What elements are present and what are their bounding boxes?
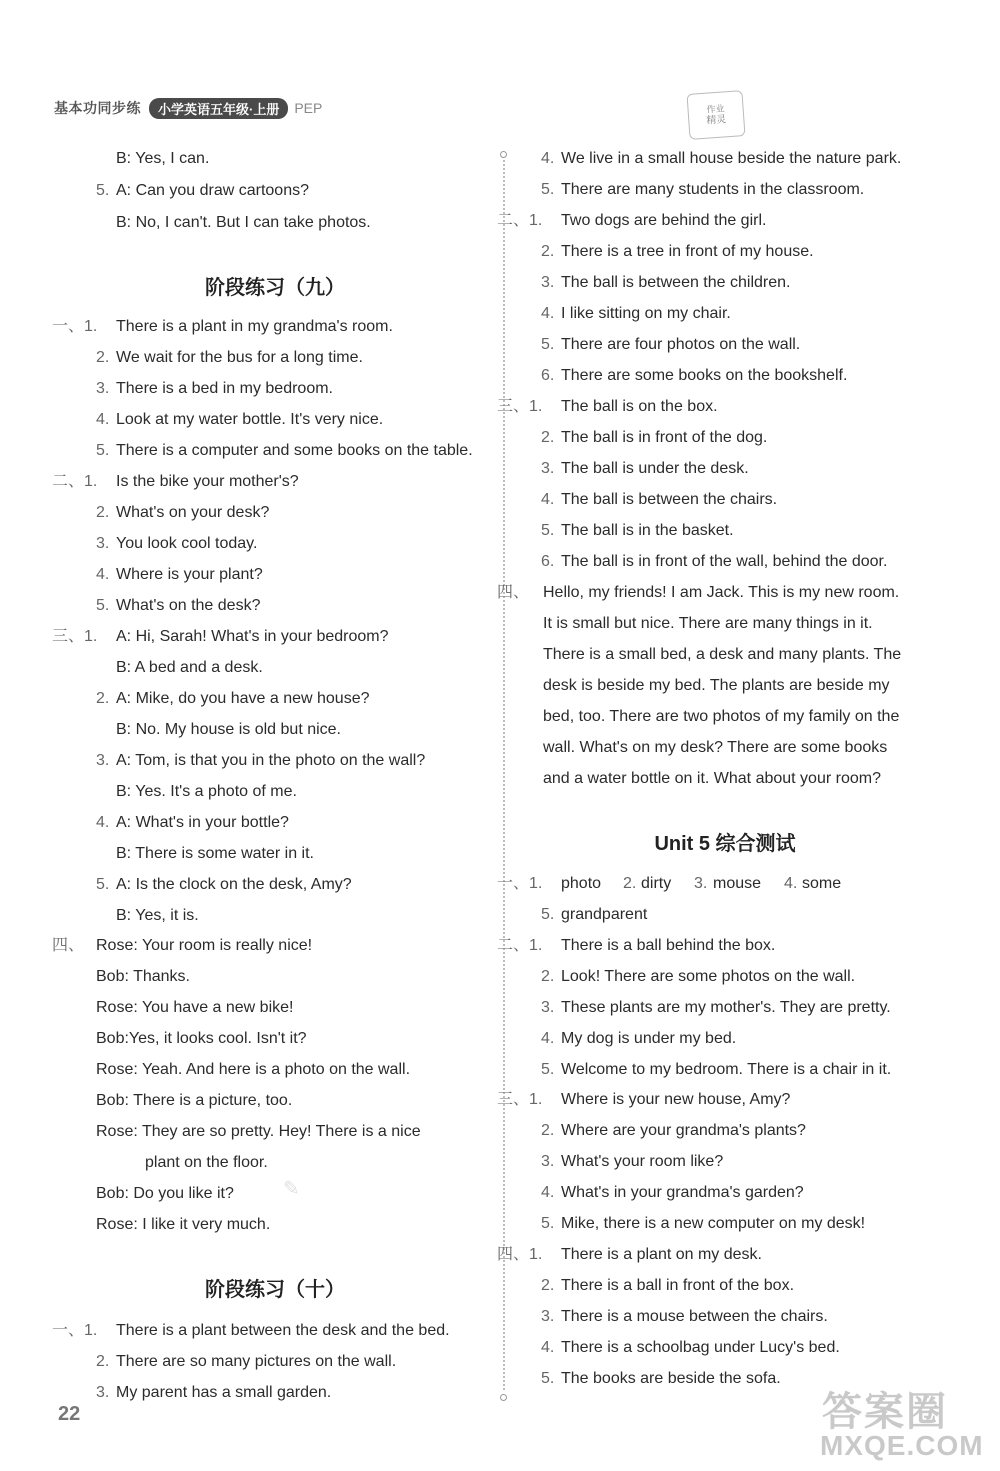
answer-text: We wait for the bus for a long time.	[116, 349, 363, 366]
answer-text: There is a ball in front of the box.	[561, 1277, 795, 1294]
item-number: 2.	[541, 968, 555, 985]
item-number: 一、1.	[497, 875, 543, 892]
answer-text: Mike, there is a new computer on my desk!	[561, 1215, 866, 1232]
answer-text: The ball is on the box.	[561, 398, 718, 415]
item-number: 三、1.	[497, 398, 543, 415]
answer-text: B: No, I can't. But I can take photos.	[116, 214, 371, 231]
answer-text: Bob:Yes, it looks cool. Isn't it?	[96, 1030, 307, 1047]
answer-text: Rose: You have a new bike!	[96, 999, 294, 1016]
answer-text: I like sitting on my chair.	[561, 305, 731, 322]
answer-text: Look! There are some photos on the wall.	[561, 968, 856, 985]
answer-text: What's in your grandma's garden?	[561, 1184, 804, 1201]
item-number: 4.	[96, 814, 110, 831]
watermark-line-1: 答案圈	[822, 1390, 948, 1434]
item-number: 四、	[497, 584, 530, 601]
item-number: 2.	[541, 1122, 555, 1139]
item-number: 6.	[541, 553, 555, 570]
item-number: 3.	[541, 274, 555, 291]
logo-stamp	[686, 90, 745, 140]
item-number: 5.	[541, 336, 555, 353]
divider-dot-top	[500, 151, 507, 158]
answer-text: There are four photos on the wall.	[561, 336, 801, 353]
answer-text: A: Is the clock on the desk, Amy?	[116, 876, 352, 893]
answer-text: B: Yes. It's a photo of me.	[116, 783, 297, 800]
item-number: 4.	[784, 875, 798, 892]
series-title: 基本功同步练	[54, 100, 141, 116]
item-number: 5.	[96, 597, 110, 614]
answer-text: desk is beside my bed. The plants are beside my	[543, 677, 890, 694]
answer-text: There is a mouse between the chairs.	[561, 1308, 828, 1325]
answer-text: Bob: There is a picture, too.	[96, 1092, 293, 1109]
item-number: 4.	[541, 1339, 555, 1356]
answer-text: The ball is in front of the dog.	[561, 429, 768, 446]
item-number: 2.	[623, 875, 637, 892]
answer-text: Rose: Your room is really nice!	[96, 937, 313, 954]
item-number: 3.	[541, 1308, 555, 1325]
answer-text: A: Can you draw cartoons?	[116, 182, 309, 199]
answer-text: The ball is between the children.	[561, 274, 791, 291]
answer-text: What's on the desk?	[116, 597, 261, 614]
section-title-10: 阶段练习（十）	[205, 1279, 345, 1301]
item-number: 4.	[541, 491, 555, 508]
item-number: 3.	[96, 1384, 110, 1401]
answer-text: A: Tom, is that you in the photo on the wall?	[116, 752, 426, 769]
answer-text: Bob: Do you like it?	[96, 1185, 234, 1202]
answer-text: What's your room like?	[561, 1153, 724, 1170]
answer-text: Hello, my friends! I am Jack. This is my new room.	[543, 584, 900, 601]
item-number: 一、1.	[52, 318, 98, 335]
item-number: 4.	[541, 1030, 555, 1047]
item-number: 二、1.	[497, 937, 543, 954]
answer-text: dirty	[641, 875, 672, 892]
answer-text: Two dogs are behind the girl.	[561, 212, 767, 229]
answer-text: B: A bed and a desk.	[116, 659, 263, 676]
answer-text: Is the bike your mother's?	[116, 473, 299, 490]
answer-text: There are many students in the classroom.	[561, 181, 865, 198]
answer-text: mouse	[713, 875, 762, 892]
edition-label: PEP	[294, 100, 323, 116]
answer-text: bed, too. There are two photos of my family on the	[543, 708, 900, 725]
answer-text: There is a plant in my grandma's room.	[116, 318, 393, 335]
answer-text: Where is your plant?	[116, 566, 263, 583]
item-number: 2.	[96, 690, 110, 707]
item-number: 2.	[541, 243, 555, 260]
answer-text: A: What's in your bottle?	[116, 814, 289, 831]
item-number: 一、1.	[52, 1322, 98, 1339]
answer-text: grandparent	[561, 906, 648, 923]
site-watermark	[820, 1380, 1000, 1470]
item-number: 3.	[541, 1153, 555, 1170]
answer-text: These plants are my mother's. They are pretty.	[561, 999, 891, 1016]
item-number: 2.	[96, 504, 110, 521]
answer-text: The ball is under the desk.	[561, 460, 749, 477]
item-number: 2.	[541, 429, 555, 446]
item-number: 四、1.	[497, 1246, 543, 1263]
item-number: 5.	[541, 906, 555, 923]
item-number: 4.	[96, 566, 110, 583]
item-number: 3.	[541, 460, 555, 477]
answer-text: The ball is in the basket.	[561, 522, 734, 539]
answer-text: Rose: They are so pretty. Hey! There is a nice	[96, 1123, 421, 1140]
item-number: 5.	[541, 522, 555, 539]
item-number: 四、	[52, 937, 85, 954]
answer-text: There is a tree in front of my house.	[561, 243, 814, 260]
answer-text: There is a plant between the desk and the bed.	[116, 1322, 450, 1339]
answer-text: A: Mike, do you have a new house?	[116, 690, 370, 707]
item-number: 4.	[541, 150, 555, 167]
answer-text: Bob: Thanks.	[96, 968, 190, 985]
answer-text: There is a plant on my desk.	[561, 1246, 762, 1263]
answer-text: Rose: Yeah. And here is a photo on the wall.	[96, 1061, 411, 1078]
item-number: 3.	[541, 999, 555, 1016]
item-number: 5.	[541, 1215, 555, 1232]
answer-text: Welcome to my bedroom. There is a chair in it.	[561, 1061, 892, 1078]
answer-text: The books are beside the sofa.	[561, 1370, 781, 1387]
item-number: 3.	[96, 380, 110, 397]
item-number: 5.	[96, 182, 110, 199]
item-number: 5.	[96, 876, 110, 893]
item-number: 三、1.	[52, 628, 98, 645]
answer-text: Look at my water bottle. It's very nice.	[116, 411, 384, 428]
answer-text: B: There is some water in it.	[116, 845, 314, 862]
answer-text: You look cool today.	[116, 535, 258, 552]
watermark-line-2: MXQE.COM	[820, 1430, 984, 1461]
item-number: 5.	[96, 442, 110, 459]
answer-text: some	[802, 875, 842, 892]
answer-text: The ball is between the chairs.	[561, 491, 778, 508]
item-number: 二、1.	[52, 473, 98, 490]
answer-text: and a water bottle on it. What about your room?	[543, 770, 881, 787]
book-title-badge: 小学英语五年级·上册	[149, 98, 288, 119]
answer-text: B: Yes, I can.	[116, 150, 210, 167]
answer-text: There is a computer and some books on the table.	[116, 442, 473, 459]
answer-text: There is a bed in my bedroom.	[116, 380, 333, 397]
unit5-test-title: Unit 5 综合测试	[654, 833, 796, 855]
item-number: 2.	[541, 1277, 555, 1294]
item-number: 4.	[541, 1184, 555, 1201]
answer-text: We live in a small house beside the nature park.	[561, 150, 902, 167]
answer-text: My parent has a small garden.	[116, 1384, 332, 1401]
stamp-line-1: 作业	[706, 103, 725, 115]
item-number: 三、1.	[497, 1091, 543, 1108]
item-number: 二、1.	[497, 212, 543, 229]
divider-dot-bottom	[500, 1394, 507, 1401]
answer-text: Rose: I like it very much.	[96, 1216, 271, 1233]
item-number: 5.	[541, 1061, 555, 1078]
answer-text: It is small but nice. There are many things in it.	[543, 615, 873, 632]
answer-text: There is a schoolbag under Lucy's bed.	[561, 1339, 840, 1356]
item-number: 4.	[541, 305, 555, 322]
answer-text: There are some books on the bookshelf.	[561, 367, 848, 384]
item-number: 2.	[96, 349, 110, 366]
answer-text: There are so many pictures on the wall.	[116, 1353, 397, 1370]
stamp-line-2: 精灵	[706, 114, 727, 127]
answer-text: A: Hi, Sarah! What's in your bedroom?	[116, 628, 389, 645]
answer-text: B: Yes, it is.	[116, 907, 199, 924]
answer-text: plant on the floor.	[145, 1154, 268, 1171]
answer-text: My dog is under my bed.	[561, 1030, 737, 1047]
answer-text: photo	[561, 875, 602, 892]
answer-text: Where is your new house, Amy?	[561, 1091, 791, 1108]
item-number: 2.	[96, 1353, 110, 1370]
item-number: 5.	[541, 1370, 555, 1387]
item-number: 5.	[541, 181, 555, 198]
answer-text: There is a small bed, a desk and many plants. The	[543, 646, 902, 663]
answer-text: wall. What's on my desk? There are some books	[543, 739, 888, 756]
section-title-9: 阶段练习（九）	[205, 277, 345, 299]
faint-stamp-mark: ✎	[283, 1178, 300, 1200]
answer-text: What's on your desk?	[116, 504, 270, 521]
answer-text: B: No. My house is old but nice.	[116, 721, 341, 738]
page-number: 22	[58, 1403, 81, 1425]
item-number: 6.	[541, 367, 555, 384]
column-divider	[503, 160, 505, 1390]
item-number: 3.	[96, 752, 110, 769]
item-number: 4.	[96, 411, 110, 428]
answer-text: There is a ball behind the box.	[561, 937, 776, 954]
item-number: 3.	[694, 875, 708, 892]
answer-text: Where are your grandma's plants?	[561, 1122, 806, 1139]
item-number: 3.	[96, 535, 110, 552]
answer-text: The ball is in front of the wall, behind the door.	[561, 553, 888, 570]
page-header	[54, 98, 322, 118]
